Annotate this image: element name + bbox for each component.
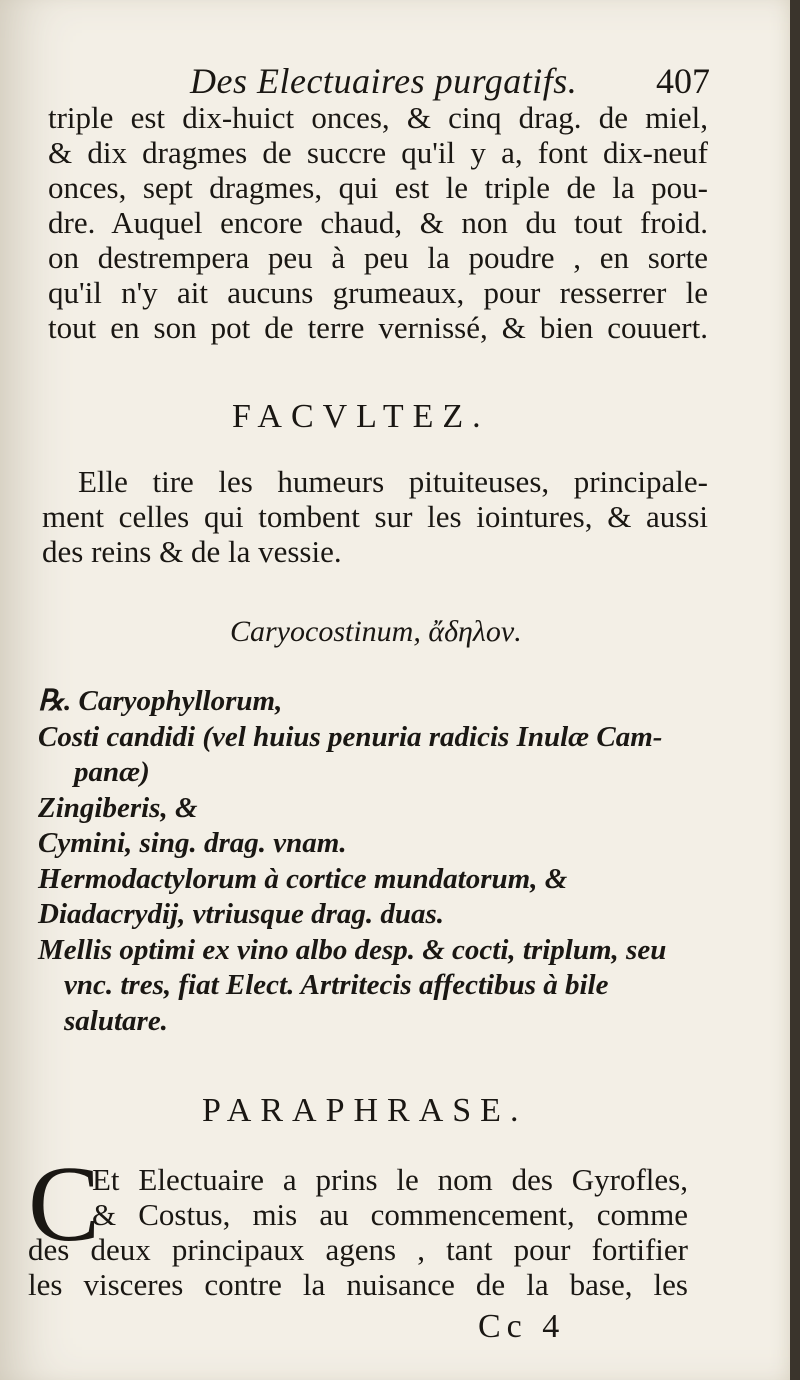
recipe-line: Cymini, sing. drag. vnam. (38, 827, 347, 859)
paraphrase-paragraph (28, 1145, 688, 1302)
recipe-line: Mellis optimi ex vino albo desp. & cocti, triplum, seu (38, 933, 667, 966)
facultez-paragraph (42, 464, 708, 569)
recipe-line: Hermodactylorum à cortice mundatorum, & (38, 862, 568, 895)
heading-paraphrase: PARAPHRASE. (202, 1092, 528, 1129)
text-line: & Costus, mis au commencement, comme (92, 1197, 688, 1232)
running-title: Des Electuaires purgatifs. (190, 61, 578, 101)
text-line: onces, sept dragmes, qui est le triple de la pou- (48, 170, 708, 205)
heading-facultez: FACVLTEZ. (232, 398, 490, 435)
page-header (190, 60, 710, 100)
text-line: on destrempera peu à peu la poudre , en sorte (48, 240, 708, 275)
text-line: triple est dix-huict onces, & cinq drag. de miel, (48, 100, 708, 135)
recipe-line: Zingiberis, & (38, 791, 198, 824)
text-line: les visceres contre la nuisance de la base, les (28, 1267, 688, 1302)
text-line: Et Electuaire a prins le nom des Gyrofles, (92, 1162, 688, 1197)
text-line: tout en son pot de terre vernissé, & bien couuert. (48, 310, 708, 345)
text-line: des deux principaux agens , tant pour fortifier (28, 1232, 688, 1267)
recipe-line: ℞. Caryophyllorum, (38, 685, 283, 717)
page-edge (790, 0, 800, 1380)
recipe-line: Diadacrydij, vtriusque drag. duas. (38, 898, 445, 930)
recipe-title: Caryocostinum, ἄδηλον. (230, 615, 522, 648)
drop-cap: C (28, 1145, 101, 1264)
recipe-line: panæ) (74, 756, 150, 788)
text-line: des reins & de la vessie. (42, 534, 342, 569)
recipe-line: Costi candidi (vel huius penuria radicis Inulæ Cam- (38, 720, 663, 753)
top-paragraph (48, 100, 708, 345)
page-number: 407 (656, 61, 710, 101)
signature-mark: Cc 4 (478, 1308, 566, 1345)
text-line: qu'il n'y ait aucuns grumeaux, pour resserrer le (48, 275, 708, 310)
recipe-list (38, 684, 718, 1039)
text-line: Elle tire les humeurs pituiteuses, principale- (78, 464, 708, 499)
recipe-line: vnc. tres, fiat Elect. Artritecis affectibus à bile (64, 969, 609, 1001)
text-line: ment celles qui tombent sur les iointures, & aussi (42, 499, 708, 534)
recipe-line: salutare. (64, 1004, 168, 1037)
text-line: dre. Auquel encore chaud, & non du tout froid. (48, 205, 708, 240)
text-line: & dix dragmes de succre qu'il y a, font dix-neuf (48, 135, 708, 170)
